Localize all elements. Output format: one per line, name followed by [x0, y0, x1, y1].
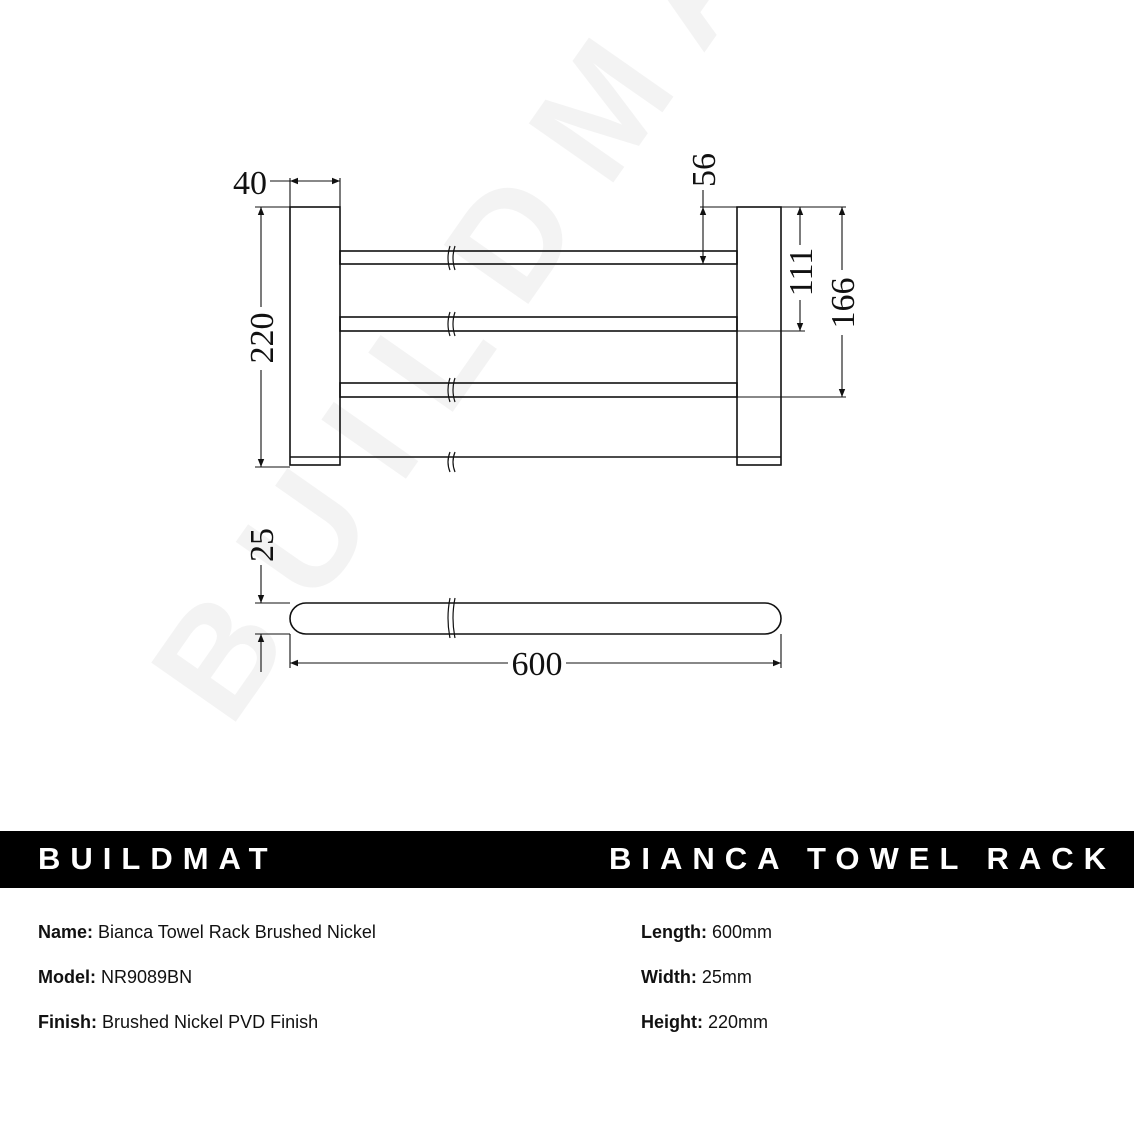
watermark: [119, 0, 883, 748]
dim-width: 25: [244, 528, 281, 562]
spec-label: Finish:: [38, 1012, 97, 1032]
spec-value: 25mm: [701, 967, 752, 987]
product-title: BIANCA TOWEL RACK: [609, 841, 1116, 876]
brand-name: BUILDMAT: [38, 841, 278, 876]
spec-label: Name:: [38, 922, 94, 942]
spec-value: Bianca Towel Rack Brushed Nickel: [98, 922, 376, 942]
spec-label: Model:: [38, 967, 96, 987]
side-view-bar: [290, 603, 781, 634]
dim-depth: 40: [233, 165, 267, 202]
spec-label: Length:: [641, 922, 707, 942]
spec-finish: [38, 1012, 318, 1033]
spec-value: NR9089BN: [101, 967, 193, 987]
dim-length: 600: [511, 646, 563, 683]
spec-label: Height:: [641, 1012, 703, 1032]
title-band: [0, 831, 1134, 888]
dim-lower-bar: 166: [825, 277, 862, 329]
spec-model: [38, 967, 192, 988]
spec-length: [641, 922, 772, 943]
dim-height: 220: [244, 312, 281, 364]
dim-top-bar: 56: [686, 153, 723, 187]
spec-name: [38, 922, 376, 943]
spec-width: [641, 967, 752, 988]
spec-value: 220mm: [708, 1012, 769, 1032]
spec-label: Width:: [641, 967, 697, 987]
spec-value: 600mm: [712, 922, 773, 942]
spec-height: [641, 1012, 768, 1033]
dim-middle-bar: 111: [783, 247, 820, 297]
spec-value: Brushed Nickel PVD Finish: [102, 1012, 319, 1032]
right-post: [737, 207, 781, 465]
